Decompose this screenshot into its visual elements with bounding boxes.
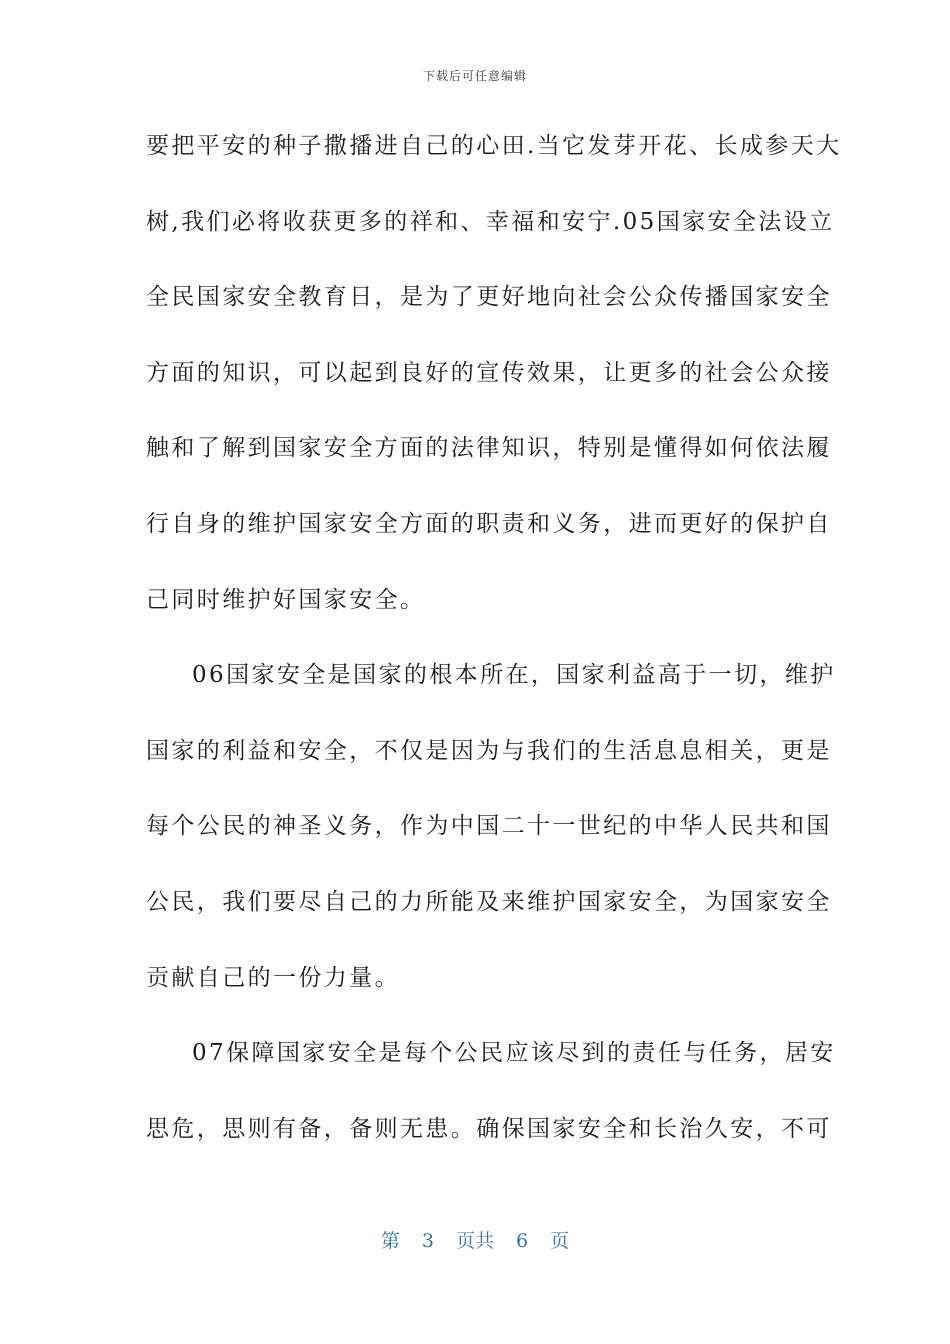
paragraph-line: 全民国家安全教育日，是为了更好地向社会公众传播国家安全 (146, 284, 832, 311)
paragraph-line: 每个公民的神圣义务，作为中国二十一世纪的中华人民共和国 (146, 813, 832, 840)
footer-prefix: 第 (380, 1230, 400, 1252)
paragraph-line: 06国家安全是国家的根本所在，国家利益高于一切，维护 (192, 662, 836, 689)
paragraph-line: 07保障国家安全是每个公民应该尽到的责任与任务，居安 (192, 1040, 836, 1067)
paragraph-line: 国家的利益和安全，不仅是因为与我们的生活息息相关，更是 (146, 737, 832, 764)
paragraph-line: 思危，思则有备，备则无患。确保国家安全和长治久安，不可 (146, 1115, 832, 1142)
page-footer (0, 1226, 950, 1253)
paragraph-line: 公民，我们要尽自己的力所能及来维护国家安全，为国家安全 (146, 888, 832, 915)
paragraph-line: 要把平安的种子撒播进自己的心田.当它发芽开花、长成参天大 (146, 133, 842, 159)
paragraph-line: 己同时维护好国家安全。 (146, 586, 426, 613)
footer-current-page: 3 (421, 1230, 434, 1252)
paragraph-line: 树,我们必将收获更多的祥和、幸福和安宁.05国家安全法设立 (146, 208, 835, 235)
page-header: 下载后可任意编辑 (422, 69, 527, 83)
paragraph-line: 方面的知识，可以起到良好的宣传效果，让更多的社会公众接 (146, 359, 832, 386)
footer-middle: 页共 (455, 1230, 494, 1252)
paragraph-line: 触和了解到国家安全方面的法律知识，特别是懂得如何依法履 (146, 435, 832, 462)
document-body (146, 120, 842, 1178)
footer-suffix: 页 (550, 1230, 570, 1252)
footer-total-pages: 6 (516, 1230, 529, 1252)
paragraph-line: 行自身的维护国家安全方面的职责和义务，进而更好的保护自 (146, 510, 832, 537)
paragraph-line: 贡献自己的一份力量。 (146, 964, 400, 991)
